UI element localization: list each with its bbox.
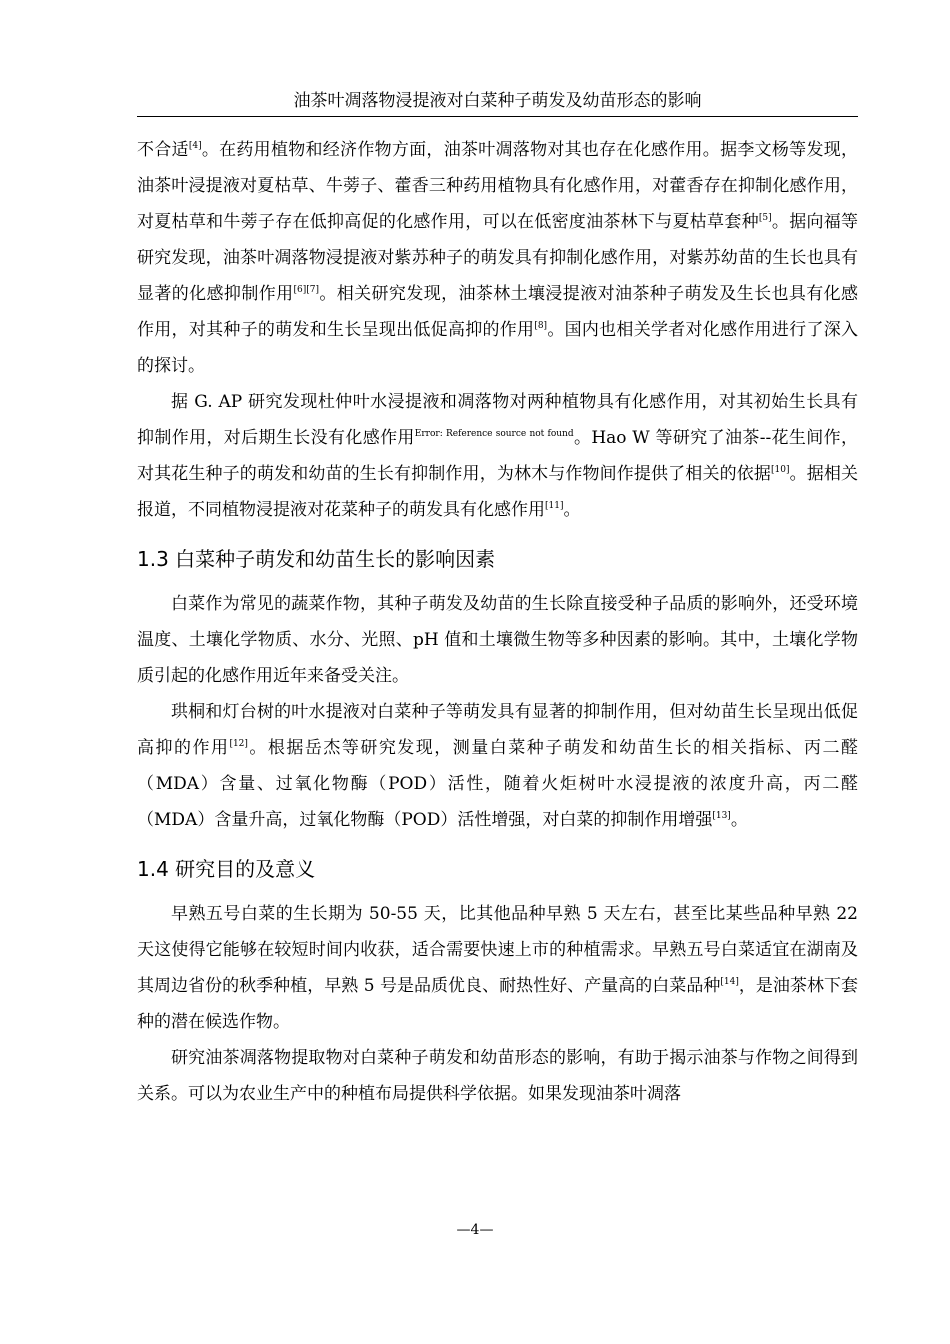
citation: [14] (720, 977, 739, 987)
paragraph-3: 白菜作为常见的蔬菜作物，其种子萌发及幼苗的生长除直接受种子品质的影响外，还受环境温度、土壤化学物质、水分、光照、pH 值和土壤微生物等多种因素的影响。其中，土壤化学物质引起的化感作用近年来备受关注。 (137, 594, 858, 686)
paragraph-6: 研究油茶凋落物提取物对白菜种子萌发和幼苗形态的影响，有助于揭示油茶与作物之间得到关系。可以为农业生产中的种植布局提供科学依据。如果发现油茶叶凋落 (137, 1048, 858, 1104)
page-number: —4— (456, 1222, 494, 1238)
citation: [10] (770, 465, 790, 475)
text-run: 。据相关报道，不同植物浸提液对花菜种子的萌发具有化感作用 (137, 464, 859, 520)
text-run: 。 (730, 810, 748, 830)
text-run: 早熟五号白菜的生长期为 50-55 天，比其他品种早熟 5 天左右，甚至比某些品种早熟 22 天这使得它能够在较短时间内收获，适合需要快速上市的种植需求。早熟五号白菜适宜在湖南及其周边省份的秋季种植，早熟 5 号是品质优良、耐热性好、产量高的白菜品种 (137, 904, 858, 996)
paragraph-1 (137, 132, 858, 384)
section-heading-1-4: 1.4 研究目的及意义 (137, 857, 316, 881)
text-run: 珙桐和灯台树的叶水提液对白菜种子等萌发具有显著的抑制作用，但对幼苗生长呈现出低促高抑的作用 (137, 702, 858, 758)
citation: [11] (545, 501, 564, 511)
citation: [13] (712, 811, 731, 821)
text-run: 不合适 (137, 140, 189, 160)
section-heading-1-3: 1.3 白菜种子萌发和幼苗生长的影响因素 (137, 547, 496, 571)
citation: [8] (534, 321, 548, 331)
page-body (137, 132, 858, 1112)
text-run: 。相关研究发现，油茶林土壤浸提液对油茶种子萌发及生长也具有化感作用，对其种子的萌发和生长呈现出低促高抑的作用 (137, 284, 859, 340)
paragraph-4 (137, 694, 858, 838)
text-run: 。Hao W 等研究了油茶--花生间作，对其花生种子的萌发和幼苗的生长有抑制作用，为林木与作物间作提供了相关的依据 (137, 428, 859, 484)
text-run: 据 G. AP 研究发现杜仲叶水浸提液和凋落物对两种植物具有化感作用，对其初始生长具有抑制作用，对后期生长没有化感作用 (137, 392, 858, 448)
text-run: 。根据岳杰等研究发现，测量白菜种子萌发和幼苗生长的相关指标、丙二醛（MDA）含量、过氧化物酶（POD）活性，随着火炬树叶水浸提液的浓度升高，丙二醛（MDA）含量升高，过氧化物酶（POD）活性增强，对白菜的抑制作用增强 (137, 738, 858, 830)
citation: [4] (188, 141, 202, 151)
text-run: 。在药用植物和经济作物方面，油茶叶凋落物对其也存在化感作用。据李文杨等发现，油茶叶浸提液对夏枯草、牛蒡子、藿香三种药用植物具有化感作用，对藿香存在抑制化感作用，对夏枯草和牛蒡子存在低抑高促的化感作用，可以在低密度油茶林下与夏枯草套种 (137, 140, 859, 232)
paragraph-5 (137, 896, 858, 1040)
running-header: 油茶叶凋落物浸提液对白菜种子萌发及幼苗形态的影响 (137, 86, 858, 117)
citation: [12] (229, 739, 248, 749)
text-run: 。 (563, 500, 581, 520)
text-run: 。国内也相关学者对化感作用进行了深入的探讨。 (137, 320, 859, 376)
citation: [5] (758, 213, 772, 223)
citation: [6][7] (293, 285, 319, 295)
citation-error: Error: Reference source not found (414, 429, 574, 439)
text-run: 。据向福等研究发现，油茶叶凋落物浸提液对紫苏种子的萌发具有抑制化感作用，对紫苏幼苗的生长也具有显著的化感抑制作用 (137, 212, 859, 304)
text-run: ，是油茶林下套种的潜在候选作物。 (137, 976, 859, 1032)
paragraph-2 (137, 384, 858, 528)
